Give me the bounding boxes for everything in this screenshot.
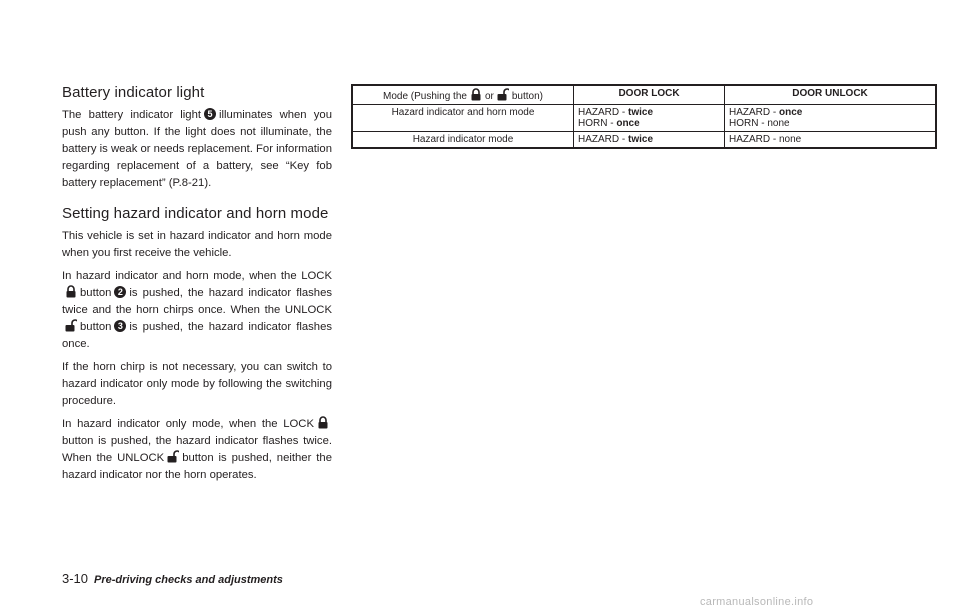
table-header-row xyxy=(352,85,936,105)
lock-icon xyxy=(470,88,482,101)
table-row xyxy=(352,105,936,132)
hazard-paragraph-4: In hazard indicator only mode, when the LOCKbutton is pushed, the hazard indicator flashes twice. When the UNLOCK button is pushed, neither the hazard indicator nor the horn operates. xyxy=(62,418,332,481)
callout-marker: 5 xyxy=(204,108,216,120)
callout-marker: 2 xyxy=(114,286,126,298)
table-header-unlock: DOOR UNLOCK xyxy=(725,85,937,105)
hazard-paragraph-1: This vehicle is set in hazard indicator and horn mode when you first receive the vehicle. xyxy=(62,230,332,259)
battery-paragraph: The battery indicator light 5 illuminates when you push any button. If the light does not illuminate, the battery is weak or needs replacement. For information regarding replacement of a battery, see “Key fob battery replacement” (P.8-21). xyxy=(62,109,332,189)
hazard-paragraph-3: If the horn chirp is not necessary, you can switch to hazard indicator only mode by following the switching procedure. xyxy=(62,361,332,407)
battery-heading: Battery indicator light xyxy=(62,84,205,101)
unlock-icon xyxy=(167,450,179,463)
lock-icon xyxy=(65,285,77,298)
table-cell-lock: HAZARD - twice xyxy=(574,132,725,149)
table-cell-mode: Hazard indicator and horn mode xyxy=(352,105,574,132)
text-column xyxy=(62,84,332,490)
lock-icon xyxy=(317,416,329,429)
callout-marker: 3 xyxy=(114,320,126,332)
watermark: carmanualsonline.info xyxy=(700,596,814,608)
section-title: Pre-driving checks and adjustments xyxy=(94,574,283,586)
page-number: 3-10 xyxy=(62,571,89,586)
table-row xyxy=(352,132,936,149)
table-cell-mode: Hazard indicator mode xyxy=(352,132,574,149)
hazard-heading: Setting hazard indicator and horn mode xyxy=(62,205,329,222)
mode-table xyxy=(351,84,937,149)
table-cell-unlock: HAZARD - none xyxy=(725,132,937,149)
table-cell-lock: HAZARD - twice HORN - once xyxy=(574,105,725,132)
hazard-paragraph-2: In hazard indicator and horn mode, when the LOCKbutton 2 is pushed, the hazard indicator flashes twice and the horn chirps once. When the UNLOCKbutton 3 is pushed, the hazard indicator flashes once. xyxy=(62,270,332,350)
table-header-mode: Mode (Pushing the or button) xyxy=(352,85,574,105)
unlock-icon xyxy=(65,319,77,332)
table-cell-unlock: HAZARD - once HORN - none xyxy=(725,105,937,132)
page-footer xyxy=(62,571,283,586)
table-header-lock: DOOR LOCK xyxy=(574,85,725,105)
unlock-icon xyxy=(497,88,509,101)
